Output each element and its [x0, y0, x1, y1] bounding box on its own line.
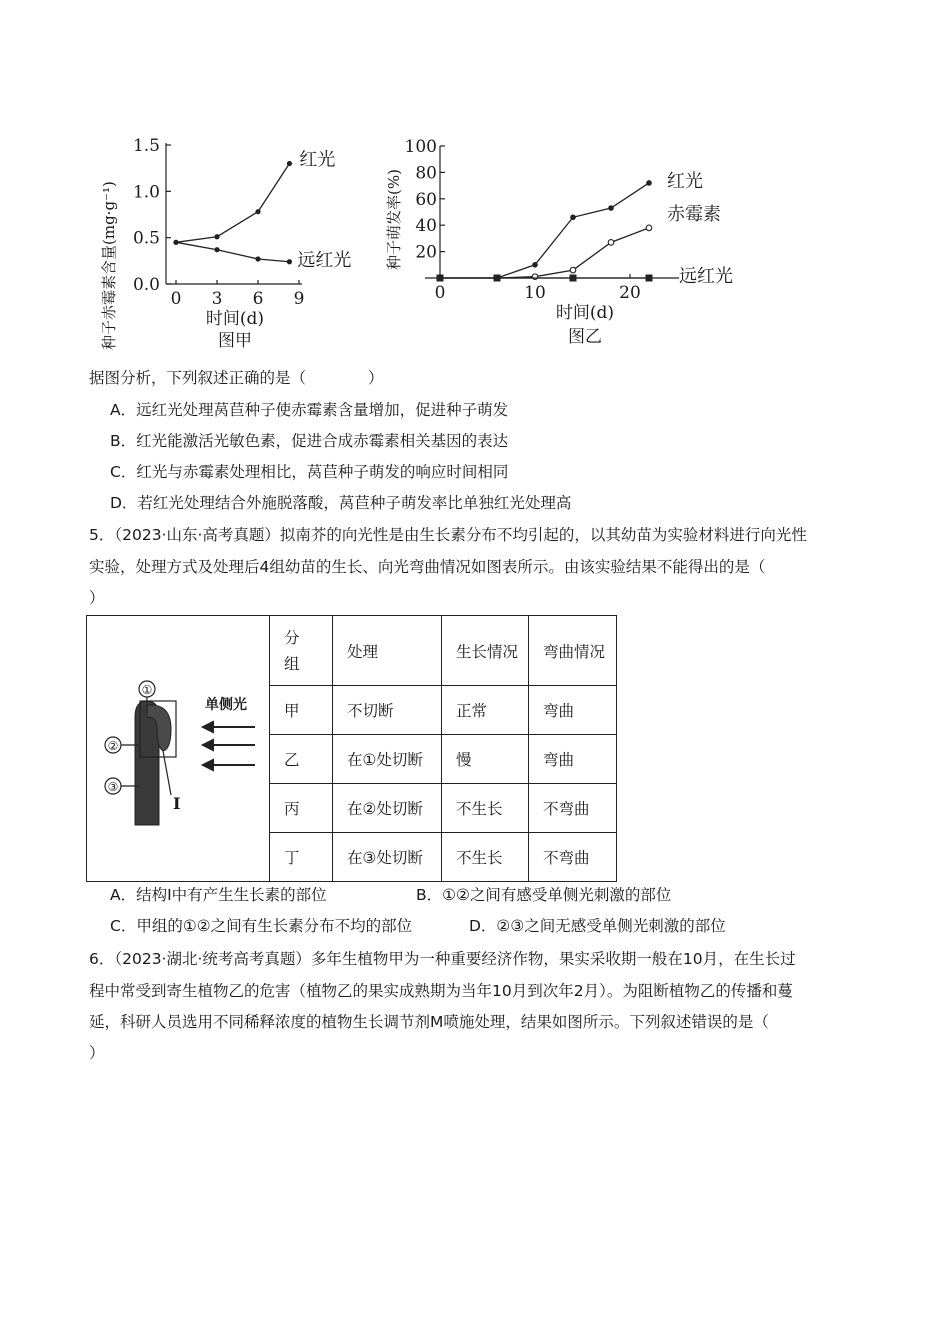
- x-tick-label: 9: [293, 289, 305, 309]
- x-tick-label: 0: [434, 283, 446, 303]
- cell: 不生长: [442, 784, 529, 833]
- data-point: [570, 214, 576, 220]
- cell: 不弯曲: [529, 833, 617, 882]
- data-point: [646, 180, 652, 186]
- label-3: ③: [107, 779, 119, 794]
- q5-table: [86, 615, 617, 882]
- q5-option-b[interactable]: B．①②之间有感受单侧光刺激的部位: [416, 886, 672, 904]
- x-axis-label: 时间(d): [555, 303, 615, 323]
- label-2: ②: [107, 738, 119, 753]
- legend-label: 红光: [667, 170, 703, 192]
- y-tick-label: 80: [415, 163, 437, 184]
- q5-option-a[interactable]: A．结构Ⅰ中有产生生长素的部位: [110, 886, 327, 904]
- cell: 不生长: [442, 833, 529, 882]
- x-tick-label: 6: [252, 289, 264, 309]
- q5-stem-line1: 5．（2023·山东·高考真题）拟南芥的向光性是由生长素分布不均引起的，以其幼苗为实验材料进行向光性: [89, 526, 807, 544]
- y-tick-label: 0.5: [132, 228, 160, 249]
- data-point: [437, 275, 444, 282]
- q6-stem-line2: 程中常受到寄生植物乙的危害（植物乙的果实成熟期为当年10月到次年2月）。为阻断植物乙的传播和蔓: [89, 982, 793, 1000]
- light-arrows: [203, 722, 255, 770]
- data-point: [646, 225, 652, 231]
- cell: 不切断: [333, 686, 442, 735]
- q5-option-d[interactable]: D．②③之间无感受单侧光刺激的部位: [469, 917, 726, 935]
- y-tick-label: 40: [415, 216, 437, 237]
- chart-title: 图甲: [218, 331, 252, 351]
- q4-option-c[interactable]: C．红光与赤霉素处理相比，莴苣种子萌发的响应时间相同: [110, 463, 509, 481]
- th-treatment: 处理: [333, 616, 442, 686]
- legend-label: 红光: [299, 149, 336, 171]
- q5-option-c[interactable]: C．甲组的①②之间有生长素分布不均的部位: [110, 917, 413, 935]
- q4-option-a[interactable]: A．远红光处理莴苣种子使赤霉素含量增加，促进种子萌发: [110, 401, 509, 419]
- data-point: [570, 267, 576, 273]
- cell: 弯曲: [529, 735, 617, 784]
- data-point: [255, 256, 260, 261]
- chart-title: 图乙: [568, 327, 602, 347]
- q4-option-d[interactable]: D．若红光处理结合外施脱落酸，莴苣种子萌发率比单独红光处理高: [110, 494, 572, 512]
- y-tick-label: 100: [404, 137, 437, 157]
- data-point: [494, 275, 501, 282]
- chart-yi: [375, 120, 775, 360]
- cell: 在③处切断: [333, 833, 442, 882]
- y-tick-label: 1.0: [132, 182, 160, 203]
- q4-option-b[interactable]: B．红光能激活光敏色素，促进合成赤霉素相关基因的表达: [110, 432, 509, 450]
- data-point: [214, 234, 219, 239]
- x-tick-label: 3: [211, 289, 223, 309]
- th-growth: 生长情况: [442, 616, 529, 686]
- data-point: [532, 262, 538, 268]
- q5-figure-cell: [87, 616, 270, 882]
- data-point: [646, 275, 653, 282]
- chart-jia: [90, 110, 380, 360]
- x-axis-label: 时间(d): [205, 309, 265, 329]
- label-i: I: [173, 793, 181, 813]
- data-point: [173, 240, 178, 245]
- cell: 在②处切断: [333, 784, 442, 833]
- y-tick-label: 0.0: [132, 275, 160, 295]
- legend-label: 远红光: [297, 249, 352, 271]
- series-line-红光: [440, 183, 649, 278]
- q6-stem-line3: 延，科研人员选用不同稀释浓度的植物生长调节剂M喷施处理，结果如图所示。下列叙述错误的是（: [89, 1013, 769, 1031]
- cell: 甲: [270, 686, 333, 735]
- label-1: ①: [141, 682, 153, 697]
- cell: 在①处切断: [333, 735, 442, 784]
- data-point: [287, 259, 292, 264]
- cell: 正常: [442, 686, 529, 735]
- y-tick-label: 60: [415, 189, 437, 210]
- th-bending: 弯曲情况: [529, 616, 617, 686]
- y-axis-label: 种子赤霉素含量(mg·g⁻¹): [100, 181, 118, 350]
- data-point: [608, 240, 614, 246]
- q4-stem: 据图分析，下列叙述正确的是（ ）: [89, 369, 384, 387]
- cell: 不弯曲: [529, 784, 617, 833]
- data-point: [570, 275, 577, 282]
- series-line-远红光: [176, 242, 289, 261]
- q6-stem-line1: 6．（2023·湖北·统考高考真题）多年生植物甲为一种重要经济作物，果实采收期一般在10月，在生长过: [89, 950, 796, 968]
- cell: 弯曲: [529, 686, 617, 735]
- q5-stem-line2: 实验，处理方式及处理后4组幼苗的生长、向光弯曲情况如图表所示。由该实验结果不能得出的是（: [89, 558, 766, 576]
- cell: 丙: [270, 784, 333, 833]
- x-tick-label: 20: [619, 283, 641, 303]
- data-point: [287, 161, 292, 166]
- chart-jia-plot: [100, 136, 351, 351]
- data-point: [214, 247, 219, 252]
- q6-stem-line4: ）: [89, 1044, 105, 1062]
- series-line-红光: [176, 164, 289, 243]
- seedling-figure: [87, 617, 269, 881]
- th-group: 分组: [270, 616, 333, 686]
- legend-label: 赤霉素: [667, 203, 721, 225]
- y-tick-label: 20: [415, 242, 437, 263]
- x-tick-label: 10: [524, 283, 546, 303]
- y-tick-label: 1.5: [132, 136, 160, 156]
- q5-stem-line3: ）: [89, 589, 105, 607]
- cell: 慢: [442, 735, 529, 784]
- light-label: 单侧光: [205, 696, 247, 713]
- cell: 丁: [270, 833, 333, 882]
- data-point: [255, 209, 260, 214]
- legend-label: 远红光: [679, 266, 733, 287]
- x-tick-label: 0: [170, 289, 182, 309]
- y-axis-label: 种子萌发率(%): [385, 169, 403, 270]
- data-point: [608, 205, 614, 211]
- chart-yi-plot: [385, 137, 733, 347]
- cell: 乙: [270, 735, 333, 784]
